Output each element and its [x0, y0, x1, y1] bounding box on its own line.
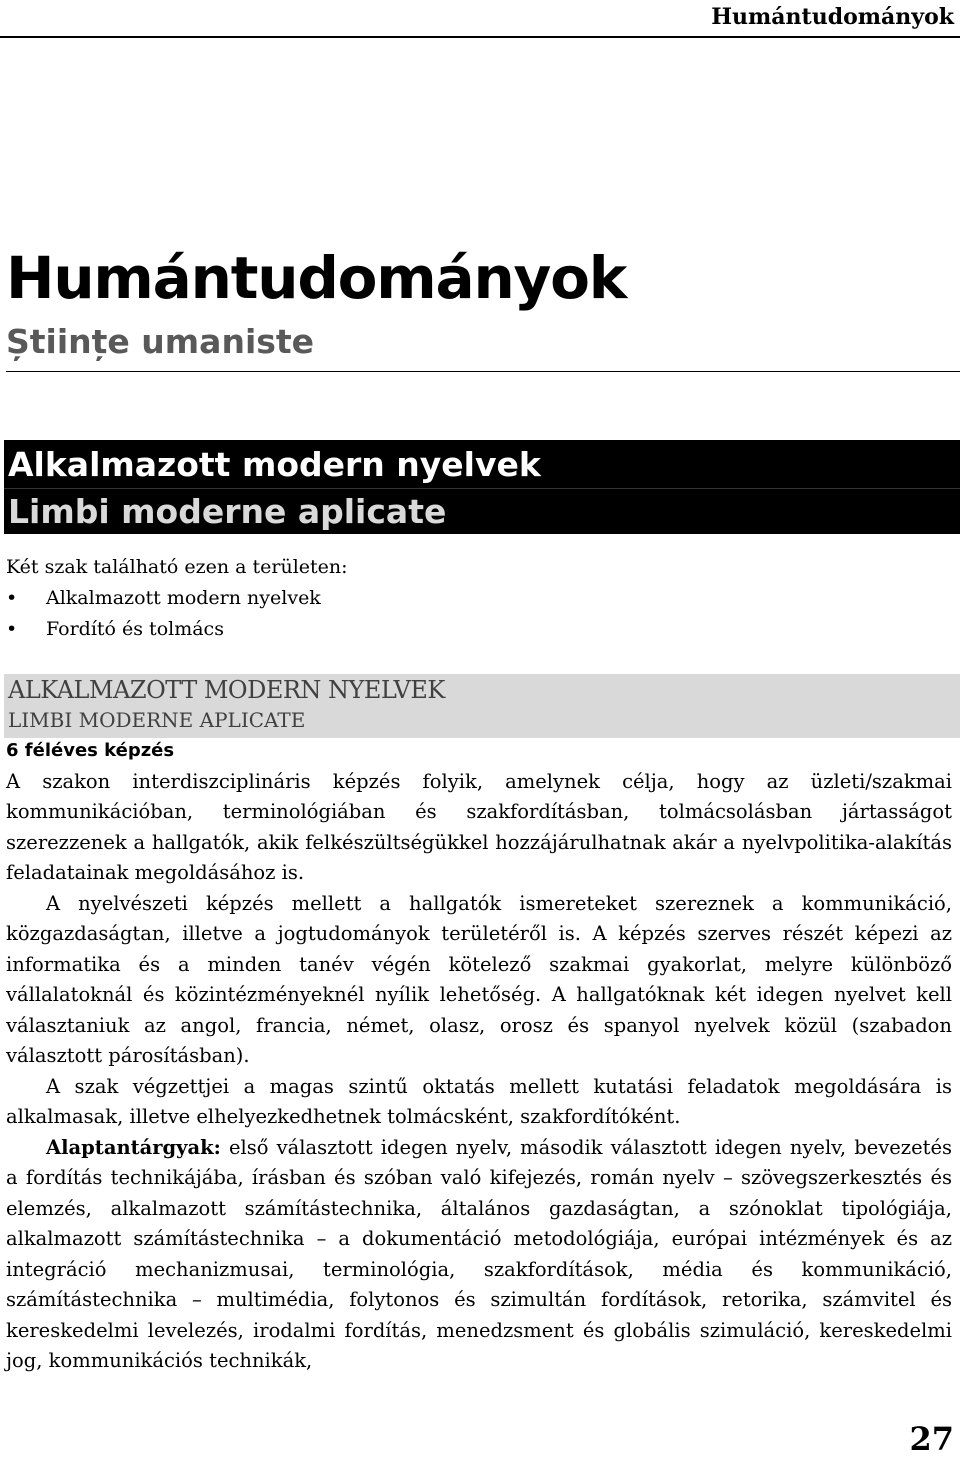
list-item-label: Fordító és tolmács — [46, 618, 224, 640]
intro-lead: Két szak található ezen a területen: — [6, 556, 348, 578]
running-header-title: Humántudományok — [711, 4, 954, 30]
page-number: 27 — [909, 1420, 954, 1458]
field-heading-band — [4, 440, 960, 534]
paragraph: A nyelvészeti képzés mellett a hallgatók ismereteket szereznek a kommunikáció, közgazdaságtan, illetve a jogtudományok területéről is. A képzés szerves részét képezi az informatika és a minden tanév végén kötelező szakmai gyakorlat, melyre különböző vállalatoknál és közintézményeknél nyílik lehetőség. A hallgatóknak két idegen nyelvet kell választaniuk az angol, francia, német, olasz, orosz és spanyol nyelvek közül (szabadon választott párosításban). — [6, 891, 952, 1067]
program-list — [6, 583, 348, 645]
bullet-icon: • — [6, 587, 18, 609]
field-heading-divider — [4, 488, 960, 489]
program-heading-band — [4, 674, 960, 738]
list-item — [6, 583, 348, 614]
core-subjects-list: első választott idegen nyelv, második választott idegen nyelv, bevezetés a fordítás technikájába, írásban és szóban való kifejezés, román nyelv – szövegszerkesztés és elemzés, alkalmazott számítástechnika, általános gazdaságtan, a szónoklat tipológiája, alkalmazott számítástechnika – a dokumentáció metodológiája, európai intézmények és az integráció mechanizmusai, terminológia, szakfordítások, média és kommunikáció, számítástechnika – multimédia, folytonos és szimultán fordítások, retorika, számvitel és kereskedelmi levelezés, irodalmi fordítás, menedzsment és globális szimuláció, kereskedelmi jog, kommunikációs technikák, — [6, 1135, 952, 1372]
field-title-hu: Alkalmazott modern nyelvek — [8, 445, 541, 484]
program-duration: 6 féléves képzés — [6, 740, 175, 761]
list-item — [6, 614, 348, 645]
core-subjects-label: Alaptantárgyak: — [46, 1135, 221, 1159]
running-header — [0, 0, 960, 38]
section-subtitle: Științe umaniste — [6, 322, 960, 372]
paragraph: A szakon interdiszciplináris képzés folyik, amelynek célja, hogy az üzleti/szakmai kommunikációban, terminológiában és szakfordításban, tolmácsolásban jártasságot szerezzenek a hallgatók, akik felkészültségükkel hozzájárulhatnak akár a nyelvpolitika-alakítás feladatainak megoldásához is. — [6, 769, 952, 884]
program-title-hu: ALKALMAZOTT MODERN NYELVEK — [8, 676, 445, 704]
core-subjects-paragraph — [6, 1133, 952, 1377]
program-title-ro: LIMBI MODERNE APLICATE — [8, 708, 306, 732]
paragraph: A szak végzettjei a magas szintű oktatás mellett kutatási feladatok megoldására is alkalmasak, illetve elhelyezkedhetnek tolmácsként, szakfordítóként. — [6, 1074, 952, 1128]
field-title-ro: Limbi moderne aplicate — [8, 492, 447, 531]
intro-block — [6, 552, 348, 645]
list-item-label: Alkalmazott modern nyelvek — [46, 587, 321, 609]
bullet-icon: • — [6, 618, 18, 640]
program-description — [6, 736, 952, 1377]
section-title: Humántudományok — [6, 244, 627, 312]
